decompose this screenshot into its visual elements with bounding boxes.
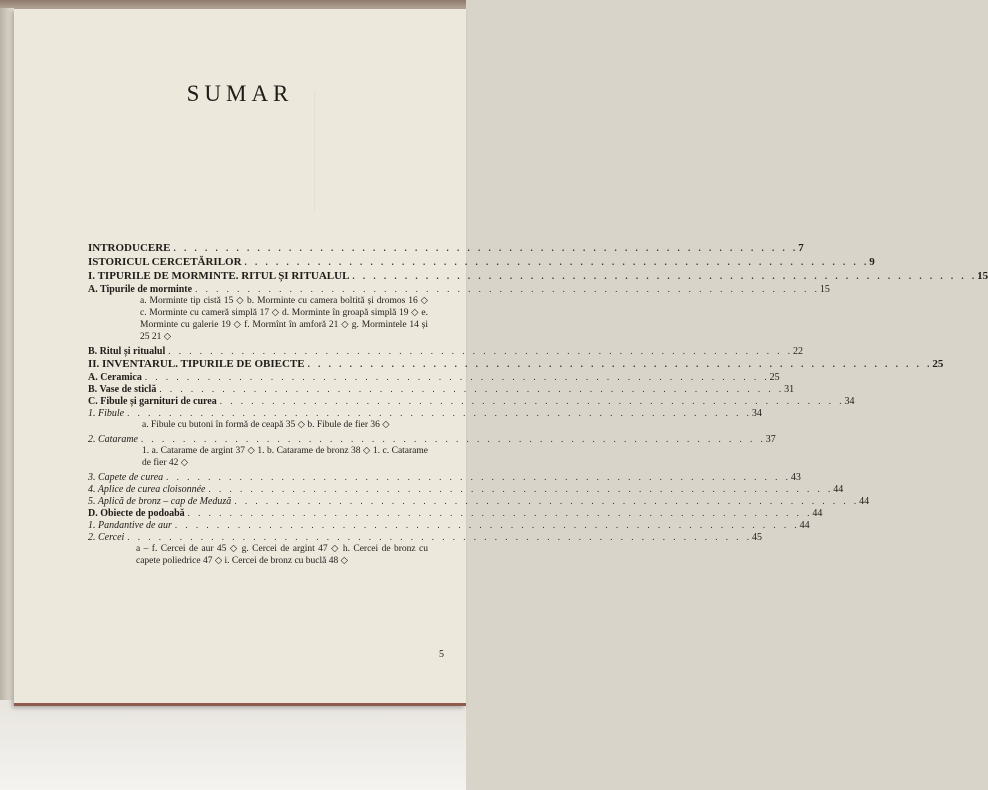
toc-entry: [88, 483, 844, 495]
toc-entry: [88, 495, 870, 507]
toc-leader-dots: . . . . . . . . . . . . . . . . . . . . . . . . . . . . . . . . . . . . . . . . . . . . . . . . . . . . . . . . . . . .: [174, 520, 800, 530]
toc-entry-label: 2. Catarame: [88, 434, 141, 446]
toc-entry-page: 9: [869, 256, 875, 268]
toc-leader-dots: . . . . . . . . . . . . . . . . . . . . . . . . . . . . . . . . . . . . . . . . . . . . . . . . . . . . . . . . . . . .: [219, 396, 845, 406]
toc-entry-label: B. Vase de sticlă: [88, 384, 159, 396]
show-through-mark: [314, 91, 455, 211]
toc-entry: [88, 519, 810, 531]
toc-entry-page: 31: [784, 384, 795, 395]
toc-subentries: a. Morminte tip cistă 15 ◇ b. Morminte cu camera boltită și dromos 16 ◇ c. Morminte cu cameră simplă 17 ◇ d. Morminte în groapă simplă 19 ◇ e. Morminte cu galerie 19 ◇ f. Mormînt în amforă 21 ◇ g. Mormintele 14 și 25 21 ◇: [140, 296, 428, 342]
toc-entry-label: II. INVENTARUL. TIPURILE DE OBIECTE: [88, 357, 308, 371]
toc-entry-label: A. Ceramica: [88, 372, 145, 384]
toc-entry-label: A. Tipurile de morminte: [88, 284, 195, 296]
toc-entry-label: 2. Cercei: [88, 532, 127, 544]
toc-leader-dots: . . . . . . . . . . . . . . . . . . . . . . . . . . . . . . . . . . . . . . . . . . . . . . . . . . . . . . . . . . . .: [159, 384, 785, 394]
toc-subentries: 1. a. Catarame de argint 37 ◇ 1. b. Catarame de bronz 38 ◇ 1. c. Catarame de fier 42 ◇: [142, 446, 428, 468]
toc-entry-label: 1. Fibule: [88, 408, 127, 420]
toc-entry-label: B. Ritul și ritualul: [88, 346, 168, 358]
toc-entry: [88, 433, 776, 445]
toc-leader-dots: . . . . . . . . . . . . . . . . . . . . . . . . . . . . . . . . . . . . . . . . . . . . . . . . . . . . . . . . . . . .: [208, 484, 834, 494]
toc-entry-label: 5. Aplică de bronz – cap de Meduză: [88, 496, 234, 508]
toc-entry: [88, 241, 804, 255]
toc-leader-dots: . . . . . . . . . . . . . . . . . . . . . . . . . . . . . . . . . . . . . . . . . . . . . . . . . . . . . . . . . . . .: [234, 496, 860, 506]
toc-entry: [88, 471, 801, 483]
table-of-contents: [88, 241, 988, 569]
toc-entry-page: 34: [844, 396, 855, 407]
toc-leader-dots: . . . . . . . . . . . . . . . . . . . . . . . . . . . . . . . . . . . . . . . . . . . . . . . . . . . . . . . . . . . .: [352, 271, 978, 281]
toc-subentries: a – f. Cercei de aur 45 ◇ g. Cercei de argint 47 ◇ h. Cercei de bronz cu capete poliedrice 47 ◇ i. Cercei de bronz cu buclă 48 ◇: [136, 544, 428, 566]
toc-entry-page: 25: [932, 358, 944, 370]
background-table: [0, 700, 466, 790]
toc-leader-dots: . . . . . . . . . . . . . . . . . . . . . . . . . . . . . . . . . . . . . . . . . . . . . . . . . . . . . . . . . . . .: [127, 408, 752, 418]
toc-entry-page: 34: [751, 408, 762, 419]
book-left-edge: [0, 8, 14, 708]
toc-entry-page: 44: [799, 520, 810, 531]
toc-leader-dots: . . . . . . . . . . . . . . . . . . . . . . . . . . . . . . . . . . . . . . . . . . . . . . . . . . . . . . . . . . . .: [168, 346, 793, 356]
toc-entry-label: 4. Aplice de curea cloisonnée: [88, 484, 208, 496]
toc-entry-page: 15: [977, 270, 988, 282]
toc-entry-page: 45: [752, 532, 763, 543]
toc-entry-label: 3. Capete de curea: [88, 472, 166, 484]
toc-entry-label: C. Fibule și garnituri de curea: [88, 396, 220, 408]
toc-entry-page: 7: [798, 242, 804, 254]
toc-entry: [88, 383, 795, 395]
toc-entry: [88, 395, 855, 407]
toc-leader-dots: . . . . . . . . . . . . . . . . . . . . . . . . . . . . . . . . . . . . . . . . . . . . . . . . . . . . . . . . . . . .: [307, 359, 933, 369]
toc-entry: [88, 531, 763, 543]
toc-entry: [88, 357, 944, 371]
toc-leader-dots: . . . . . . . . . . . . . . . . . . . . . . . . . . . . . . . . . . . . . . . . . . . . . . . . . . . . . . . . . . . .: [166, 472, 791, 482]
toc-entry-page: 37: [765, 434, 776, 445]
toc-entry: [88, 507, 823, 519]
toc-entry: [88, 371, 780, 383]
toc-leader-dots: . . . . . . . . . . . . . . . . . . . . . . . . . . . . . . . . . . . . . . . . . . . . . . . . . . . . . . . . . . . .: [187, 508, 813, 518]
toc-leader-dots: . . . . . . . . . . . . . . . . . . . . . . . . . . . . . . . . . . . . . . . . . . . . . . . . . . . . . . . . . . . .: [195, 284, 820, 294]
toc-entry: [88, 407, 762, 419]
page-title: SUMAR: [186, 81, 294, 106]
toc-entry-page: 44: [859, 496, 870, 507]
toc-entry-page: 43: [790, 472, 801, 483]
toc-entry-page: 22: [793, 346, 803, 357]
toc-entry-page: 44: [833, 484, 844, 495]
toc-subentries: a. Fibule cu butoni în formă de ceapă 35 ◇ b. Fibule de fier 36 ◇: [142, 420, 390, 430]
toc-entry-label: I. TIPURILE DE MORMINTE. RITUL ȘI RITUALUL: [88, 269, 352, 283]
toc-entry-label: INTRODUCERE: [88, 241, 174, 255]
toc-leader-dots: . . . . . . . . . . . . . . . . . . . . . . . . . . . . . . . . . . . . . . . . . . . . . . . . . . . . . . . . . . . .: [144, 372, 770, 382]
toc-entry-label: 1. Pandantive de aur: [88, 520, 175, 532]
book-page: [14, 9, 988, 706]
toc-entry-page: 15: [819, 284, 830, 295]
toc-entry: [88, 255, 875, 269]
toc-entry-page: 44: [812, 508, 823, 519]
toc-leader-dots: . . . . . . . . . . . . . . . . . . . . . . . . . . . . . . . . . . . . . . . . . . . . . . . . . . . . . . . . . . . .: [244, 257, 870, 267]
page-number: 5: [439, 649, 444, 660]
toc-entry: [88, 283, 830, 295]
toc-entry-label: ISTORICUL CERCETĂRILOR: [88, 255, 245, 269]
toc-leader-dots: . . . . . . . . . . . . . . . . . . . . . . . . . . . . . . . . . . . . . . . . . . . . . . . . . . . . . . . . . . . .: [141, 434, 766, 444]
toc-entry-page: 25: [769, 372, 780, 383]
toc-leader-dots: . . . . . . . . . . . . . . . . . . . . . . . . . . . . . . . . . . . . . . . . . . . . . . . . . . . . . . . . . . . .: [173, 243, 799, 253]
toc-entry: [88, 269, 988, 283]
toc-entry-label: D. Obiecte de podoabă: [88, 508, 188, 520]
toc-leader-dots: . . . . . . . . . . . . . . . . . . . . . . . . . . . . . . . . . . . . . . . . . . . . . . . . . . . . . . . . . . . .: [127, 532, 753, 542]
toc-entry: [88, 345, 803, 357]
